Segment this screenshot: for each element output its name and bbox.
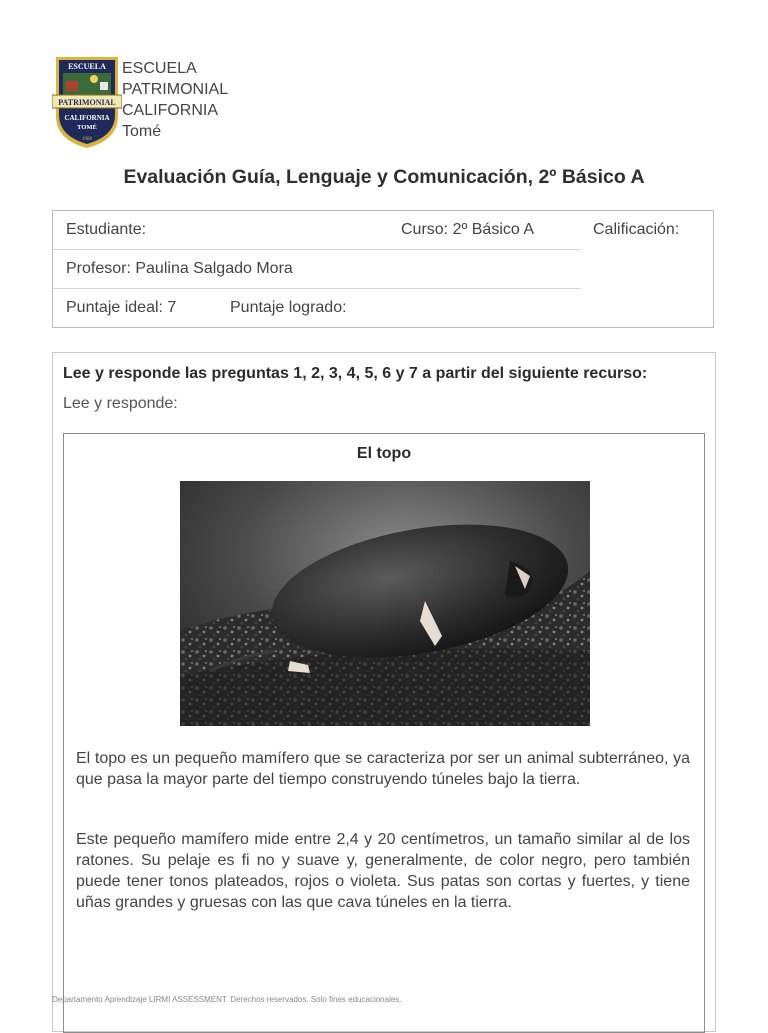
- svg-text:ESCUELA: ESCUELA: [68, 62, 106, 71]
- school-crest-logo: [52, 54, 122, 150]
- question-sub-instruction: Lee y responde:: [63, 395, 178, 412]
- mole-photo: [180, 481, 590, 726]
- course-label: Curso: 2º Básico A: [401, 221, 535, 238]
- reading-resource: [63, 433, 705, 1033]
- info-row-score: [53, 289, 581, 328]
- svg-text:TOMÉ: TOMÉ: [77, 124, 97, 131]
- resource-paragraph: El topo es un pequeño mamífero que se caracteriza por ser un animal subterráneo, ya que pasa la mayor parte del tiempo construyendo túneles bajo la tierra.: [76, 750, 690, 788]
- svg-text:1988: 1988: [82, 137, 92, 142]
- info-row-teacher: [53, 250, 581, 289]
- student-label: Estudiante:: [66, 221, 147, 238]
- question-instruction: Lee y responde las preguntas 1, 2, 3, 4, 5, 6 y 7 a partir del siguiente recurso:: [63, 365, 648, 382]
- school-name-line: ESCUELA: [122, 60, 197, 77]
- school-name: [122, 58, 228, 142]
- achieved-score-label: Puntaje logrado:: [230, 299, 347, 316]
- school-name-line: CALIFORNIA: [122, 102, 219, 119]
- footer-copyright: Departamento Aprendizaje LIRMI ASSESSMENT. Derechos reservados. Solo fines educacionales.: [52, 995, 402, 1004]
- resource-title: El topo: [356, 445, 412, 462]
- teacher-label: Profesor: Paulina Salgado Mora: [66, 260, 293, 277]
- grade-label: Calificación:: [593, 221, 680, 238]
- school-name-line: PATRIMONIAL: [122, 81, 229, 98]
- svg-text:CALIFORNIA: CALIFORNIA: [64, 114, 110, 122]
- student-info-table: [52, 210, 714, 328]
- page-title: Evaluación Guía, Lenguaje y Comunicación, 2º Básico A: [123, 166, 645, 188]
- svg-text:PATRIMONIAL: PATRIMONIAL: [58, 98, 116, 107]
- school-header: [52, 54, 352, 150]
- ideal-score-label: Puntaje ideal: 7: [66, 299, 177, 316]
- school-city: Tomé: [122, 123, 162, 140]
- question-section: [52, 352, 716, 1032]
- resource-paragraph: Este pequeño mamífero mide entre 2,4 y 20 centímetros, un tamaño similar al de los ratones. Su pelaje es fi no y suave y, generalmente, de color negro, pero también puede tener tonos plateados, rojos o violeta. Sus patas son cortas y fuertes, y tiene uñas grandes y gruesas con las que cava túneles en la tierra.: [76, 831, 690, 911]
- info-row-student: [53, 211, 581, 250]
